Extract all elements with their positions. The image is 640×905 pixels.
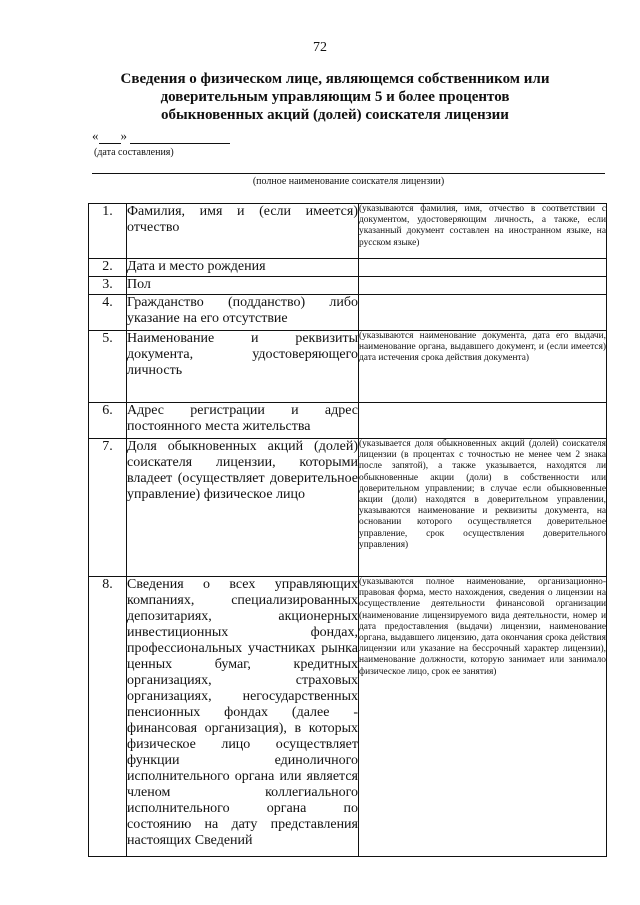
row-instructions [359, 277, 607, 295]
row-field-name: Дата и место рождения [127, 259, 359, 277]
applicant-name-line [92, 173, 605, 174]
month-year-blank [130, 131, 230, 144]
row-instructions: (указываются полное наименование, организационно-правовая форма, место нахождения, сведения о лицензии на осуществление деятельности финансовой организации (наименование лицензируемого вида деятельности, номер и дата предоставления (выдачи) лицензии, наименование органа, выдавшего лицензию, дата окончания срока действия лицензии или указание на бессрочный характер лицензии), наименование должности, которую занимает или занимало физическое лицо, срок ее занятия) [359, 577, 607, 857]
table-row [89, 577, 607, 857]
row-instructions: (указываются наименование документа, дата его выдачи, наименование органа, выдавшего документ, и (если имеется) дата истечения срока действия документа) [359, 331, 607, 403]
row-number: 2. [89, 259, 127, 277]
row-field-name: Сведения о всех управляющих компаниях, специализированных депозитариях, акционерных инвестиционных фондах, профессиональных участниках рынка ценных бумаг, кредитных организациях, страховых организациях, негосударственных пенсионных фондах (далее - финансовая организация), в которых физическое лицо осуществляет функции единоличного исполнительного органа или является членом коллегиального исполнительного органа по состоянию на дату представления настоящих Сведений [127, 577, 359, 857]
row-number: 7. [89, 439, 127, 577]
applicant-caption: (полное наименование соискателя лицензии) [252, 176, 445, 187]
table-row [89, 259, 607, 277]
row-number: 5. [89, 331, 127, 403]
row-number: 8. [89, 577, 127, 857]
row-instructions [359, 295, 607, 331]
document-title: Сведения о физическом лице, являющемся собственником или доверительным управляющим 5 и более процентов обыкновенных акций (долей) соискателя лицензии [120, 71, 550, 123]
table-row [89, 295, 607, 331]
row-instructions [359, 403, 607, 439]
row-field-name: Адрес регистрации и адрес постоянного места жительства [127, 403, 359, 439]
date-quote-close: » [120, 128, 127, 143]
date-quote-open: « [92, 128, 99, 143]
page-number: 72 [313, 40, 327, 55]
row-instructions: (указывается доля обыкновенных акций (долей) соискателя лицензии (в процентах с точностью не менее чем 2 знака после запятой), а также указывается, находятся ли обыкновенные акции (доли) в собственности или доверительном управлении; в случае если обыкновенные акции (доли) находятся в доверительном управлении, указываются наименование и реквизиты документа, на основании которого осуществляется доверительное управление, срок осуществления доверительного управления) [359, 439, 607, 577]
day-blank [99, 131, 121, 144]
table-row [89, 277, 607, 295]
row-instructions [359, 259, 607, 277]
table-row [89, 204, 607, 259]
table-row [89, 331, 607, 403]
row-number: 4. [89, 295, 127, 331]
date-caption: (дата составления) [94, 147, 174, 158]
date-line [92, 128, 230, 144]
row-field-name: Фамилия, имя и (если имеется) отчество [127, 204, 359, 259]
info-table [88, 203, 607, 857]
row-number: 3. [89, 277, 127, 295]
row-number: 6. [89, 403, 127, 439]
table-row [89, 439, 607, 577]
row-number: 1. [89, 204, 127, 259]
table-row [89, 403, 607, 439]
row-field-name: Гражданство (подданство) либо указание на его отсутствие [127, 295, 359, 331]
row-instructions: (указываются фамилия, имя, отчество в соответствии с документом, удостоверяющим личность, а также, если указанный документ составлен на иностранном языке, на русском языке) [359, 204, 607, 259]
row-field-name: Пол [127, 277, 359, 295]
row-field-name: Наименование и реквизиты документа, удостоверяющего личность [127, 331, 359, 403]
row-field-name: Доля обыкновенных акций (долей) соискателя лицензии, которыми владеет (осуществляет доверительное управление) физическое лицо [127, 439, 359, 577]
